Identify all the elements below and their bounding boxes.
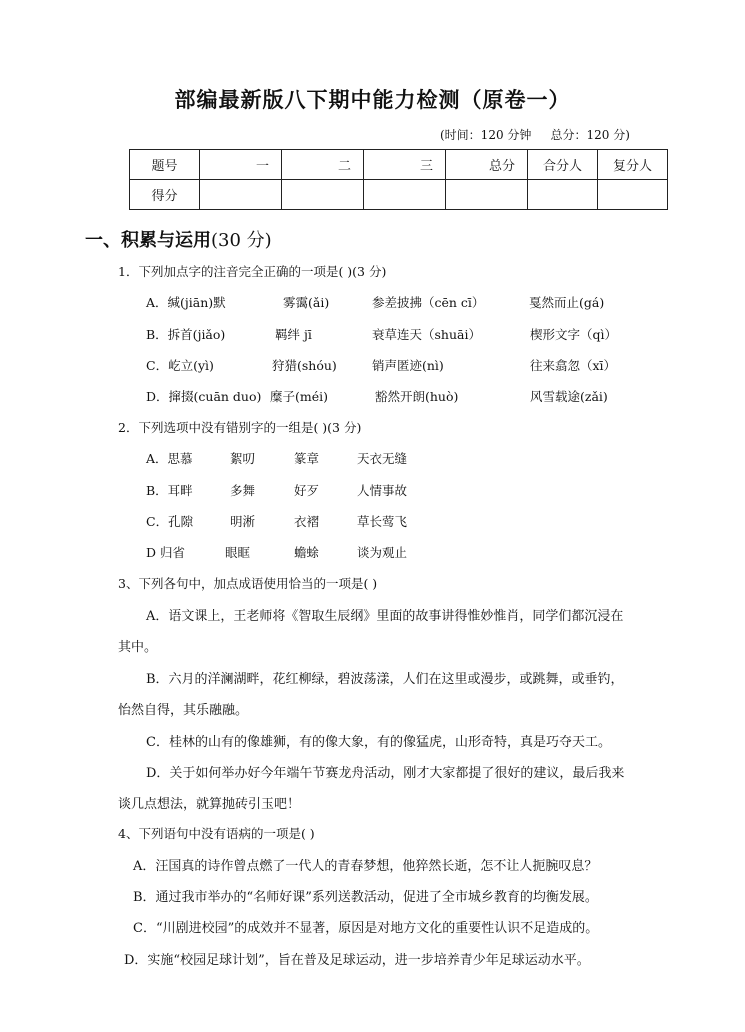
q2-option-a-4: 天衣无缝 — [357, 451, 408, 466]
question-1: 1．下列加点字的注音完全正确的一项是( )(3 分) — [118, 264, 387, 279]
time-and-score-info: (时间：120 分钟 总分：120 分) — [440, 128, 630, 142]
q2-option-b-2: 多舞 — [230, 483, 256, 498]
q2-option-b-4: 人情事故 — [357, 483, 408, 498]
q2-option-d-1: D 归省 — [146, 545, 185, 560]
q2-option-c-3: 衣褶 — [294, 514, 320, 529]
score-cell — [598, 180, 668, 210]
q1-option-d-3: 豁然开朗(huò) — [375, 389, 459, 404]
table-header-cell: 总分 — [446, 150, 528, 180]
q1-option-a-3: 参差披拂（cēn cī） — [372, 295, 485, 310]
score-cell — [200, 180, 282, 210]
question-3: 3、下列各句中，加点成语使用恰当的一项是( ) — [118, 576, 378, 591]
q3-option-c: C．桂林的山有的像雄狮，有的像大象，有的像猛虎，山形奇特，真是巧夺天工。 — [146, 735, 611, 750]
q2-option-a-1: A．思慕 — [146, 451, 193, 466]
q2-option-d-2: 眼眶 — [225, 545, 251, 560]
q3-option-b-line-1: B．六月的洋澜湖畔，花红柳绿，碧波荡漾，人们在这里或漫步，或跳舞，或垂钓， — [146, 672, 624, 687]
table-header-cell: 一 — [200, 150, 282, 180]
score-table — [129, 149, 668, 210]
q2-option-a-2: 絮叨 — [230, 451, 256, 466]
section-title: 一、积累与运用 — [85, 230, 211, 251]
q4-option-a: A．汪国真的诗作曾点燃了一代人的青春梦想，他猝然长逝，怎不让人扼腕叹息？ — [133, 859, 598, 874]
q2-option-a-3: 篆章 — [294, 451, 320, 466]
q3-option-d-line-2: 谈几点想法，就算抛砖引玉吧！ — [118, 797, 301, 812]
q1-option-d-2: 糜子(méi) — [270, 389, 329, 404]
q2-option-c-4: 草长莺飞 — [357, 514, 408, 529]
table-header-cell: 二 — [282, 150, 364, 180]
q1-option-d-1: D．撺掇(cuān duo) — [146, 389, 262, 404]
q1-option-b-1: B．拆首(jiǎo) — [146, 327, 226, 342]
q2-option-b-3: 好歹 — [294, 483, 320, 498]
q2-option-c-2: 明淅 — [230, 514, 256, 529]
table-header-cell: 合分人 — [528, 150, 598, 180]
table-header-cell: 三 — [364, 150, 446, 180]
q2-option-d-4: 谈为观止 — [357, 545, 408, 560]
q2-option-d-3: 蟾蜍 — [294, 545, 320, 560]
q1-option-c-2: 狩猎(shóu) — [272, 358, 337, 373]
table-header-cell: 题号 — [130, 150, 200, 180]
score-cell — [446, 180, 528, 210]
q2-option-c-1: C．孔隙 — [146, 514, 194, 529]
score-cell — [282, 180, 364, 210]
q3-option-d-line-1: D．关于如何举办好今年端午节赛龙舟活动，刚才大家都提了很好的建议，最后我来 — [146, 766, 625, 781]
section-points: (30 分) — [211, 230, 272, 251]
q3-option-a-line-1: A．语文课上，王老师将《智取生辰纲》里面的故事讲得惟妙惟肖，同学们都沉浸在 — [146, 609, 624, 624]
q1-option-c-4: 往来翕忽（xī） — [530, 358, 617, 373]
section-heading — [85, 226, 272, 252]
q2-option-b-1: B．耳畔 — [146, 483, 193, 498]
q1-option-c-1: C．屹立(yì) — [146, 358, 214, 373]
q1-option-a-4: 戛然而止(gá) — [529, 295, 605, 310]
q1-option-b-2: 羁绊 jī — [275, 327, 312, 342]
q1-option-b-3: 衰草连天（shuāi） — [372, 327, 481, 342]
table-row-label: 得分 — [130, 180, 200, 210]
q1-option-c-3: 销声匿迹(nì) — [372, 358, 444, 373]
page-title: 部编最新版八下期中能力检测（原卷一） — [174, 88, 571, 112]
score-cell — [528, 180, 598, 210]
q3-option-b-line-2: 怡然自得，其乐融融。 — [118, 703, 249, 718]
q4-option-b: B．通过我市举办的“名师好课”系列送教活动，促进了全市城乡教育的均衡发展。 — [133, 890, 598, 905]
q4-option-c: C．“川剧进校园”的成效并不显著，原因是对地方文化的重要性认识不足造成的。 — [133, 921, 599, 936]
table-header-cell: 复分人 — [598, 150, 668, 180]
question-4: 4、下列语句中没有语病的一项是( ) — [118, 826, 315, 841]
q1-option-a-1: A．缄(jiān)默 — [146, 295, 226, 310]
q1-option-b-4: 楔形文字（qì） — [530, 327, 617, 342]
q1-option-d-4: 风雪载途(zǎi) — [530, 389, 608, 404]
q4-option-d: D．实施“校园足球计划”，旨在普及足球运动，进一步培养青少年足球运动水平。 — [124, 953, 590, 968]
table-row — [130, 150, 668, 180]
question-2: 2．下列选项中没有错别字的一组是( )(3 分) — [118, 420, 362, 435]
score-cell — [364, 180, 446, 210]
table-row — [130, 180, 668, 210]
q1-option-a-2: 雾霭(ǎi) — [283, 295, 330, 310]
q3-option-a-line-2: 其中。 — [118, 640, 158, 655]
